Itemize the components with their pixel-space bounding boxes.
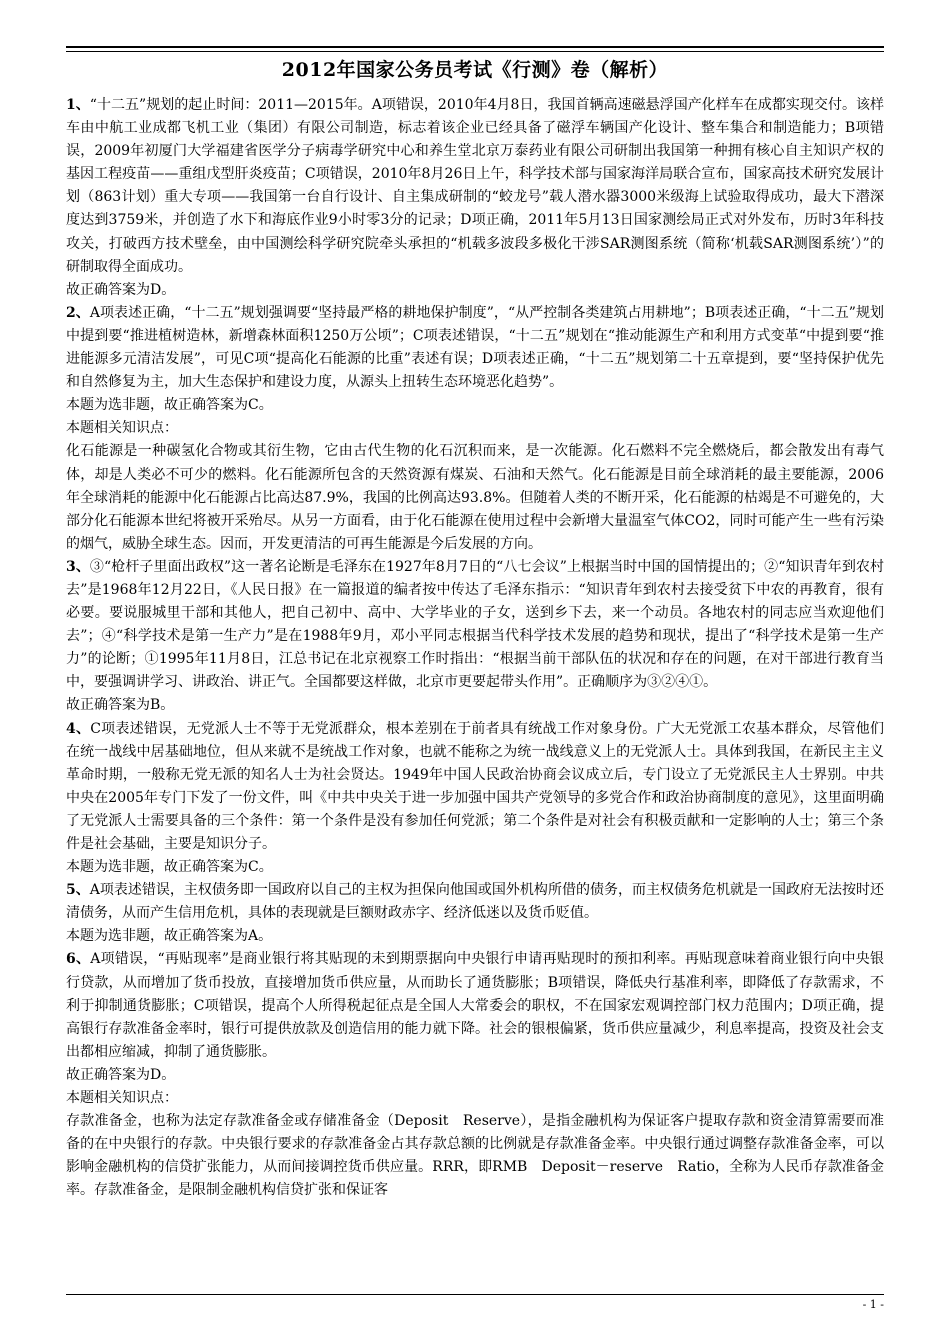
paragraph-text: “十二五”规划的起止时间：2011—2015年。A项错误，2010年4月8日，我国首辆高速磁悬浮国产化样车在成都实现交付。该样车由中航工业成都飞机工业（集团）有限公司制造，标志着该企业已经具备了磁浮车辆国产化设计、整车集合和制造能力；B项错误，2009年初厦门大学福建省医学分子病毒学研究中心和养生堂北京万泰药业有限公司研制出我国第一种拥有核心自主知识产权的基因工程疫苗——重组戊型肝炎疫苗；C项错误，2010年8月26日上午，科学技术部与国家海洋局联合宣布，国家高技术研究发展计划（863计划）重大专项——我国第一台自行设计、自主集成研制的“蛟龙号”载人潜水器3000米级海上试验取得成功，最大下潜深度达到3759米，并创造了水下和海底作业9小时零3分的记录；D项正确，2011年5月13日国家测绘局正式对外发布，历时3年科技攻关，打破西方技术壁垒，由中国测绘科学研究院牵头承担的“机载多波段多极化干涉SAR测图系统（简称‘机载SAR测图系统’）”的研制取得全面成功。 — [66, 97, 885, 275]
page-number: - 1 - — [862, 1298, 884, 1311]
answer-line: 故正确答案为B。 — [66, 697, 175, 714]
document-title: 2012年国家公务员考试《行测》卷（解析） — [281, 59, 669, 81]
question-number: 4、 — [66, 720, 91, 737]
knowledge-heading: 本题相关知识点： — [66, 1090, 178, 1107]
knowledge-text: 存款准备金，也称为法定存款准备金或存储准备金（Deposit Reserve），是指金融机构为保证客户提取存款和资金清算需要而准备的在中央银行的存款。中央银行要求的存款准备金占其存款总额的比例就是存款准备金率。中央银行通过调整存款准备金率，可以影响金融机构的信贷扩张能力，从而间接调控货币供应量。RRR，即RMB Deposit－reserve Ratio，全称为人民币存款准备金率。存款准备金，是限制金融机构信贷扩张和保证客 — [66, 1113, 884, 1199]
paragraph-text: A项表述错误，主权债务即一国政府以自己的主权为担保向他国或国外机构所借的债务，而主权债务危机就是一国政府无法按时还清债务，从而产生信用危机，具体的表现就是巨额财政赤字、经济低迷以及货币贬值。 — [66, 882, 884, 922]
document-body — [66, 94, 884, 1203]
answer-line: 本题为选非题，故正确答案为C。 — [66, 397, 273, 414]
answer-line: 故正确答案为D。 — [66, 1066, 176, 1083]
question-1-text — [66, 94, 884, 279]
header-rule-thin — [66, 51, 884, 52]
answer-line: 故正确答案为D。 — [66, 281, 176, 298]
question-2-text — [66, 302, 884, 394]
question-number: 2、 — [66, 304, 90, 321]
question-number: 5、 — [66, 882, 90, 899]
question-4-text — [66, 718, 884, 857]
question-number: 1、 — [66, 97, 90, 113]
paragraph-text: C项表述错误，无党派人士不等于无党派群众，根本差别在于前者具有统战工作对象身份。广大无党派工农基本群众，尽管他们在统一战线中居基础地位，但从来就不是统战工作对象，也就不能称之为统一战线意义上的无党派人士。具体到我国，在新民主主义革命时期，一般称无党无派的知名人士为社会贤达。1949年中国人民政治协商会议成立后，专门设立了无党派民主人士界别。中共中央在2005年专门下发了一份文件，叫《中共中央关于进一步加强中国共产党领导的多党合作和政治协商制度的意见》，这里面明确了无党派人士需要具备的三个条件：第一个条件是没有参加任何党派；第二个条件是对社会有积极贡献和一定影响的人士；第三个条件是社会基础，主要是知识分子。 — [66, 720, 884, 852]
paragraph-text: ③“枪杆子里面出政权”这一著名论断是毛泽东在1927年8月7日的“八七会议”上根据当时中国的国情提出的；②“知识青年到农村去”是1968年12月22日，《人民日报》在一篇报道的编者按中传达了毛泽东指示：“知识青年到农村去接受贫下中农的再教育，很有必要。要说服城里干部和其他人，把自己初中、高中、大学毕业的子女，送到乡下去，来一个动员。各地农村的同志应当欢迎他们去”；④“科学技术是第一生产力”是在1988年9月，邓小平同志根据当代科学技术发展的趋势和现状，提出了“科学技术是第一生产力”的论断；①1995年11月8日，江总书记在北京视察工作时指出：“根据当前干部队伍的状况和存在的问题，在对干部进行教育当中，要强调讲学习、讲政治、讲正气。全国都要这样做，北京市更要起带头作用”。正确顺序为③②④①。 — [66, 558, 884, 691]
answer-line: 本题为选非题，故正确答案为C。 — [66, 859, 273, 876]
question-5-text — [66, 879, 884, 925]
question-number: 3、 — [66, 558, 90, 575]
question-3-text — [66, 556, 884, 695]
paragraph-text: A项表述正确，“十二五”规划强调要“坚持最严格的耕地保护制度”，“从严控制各类建筑占用耕地”；B项表述正确，“十二五”规划中提到要“推进植树造林，新增森林面积1250万公顷”；C项表述错误，“十二五”规划在“推动能源生产和利用方式变革“中提到要“推进能源多元清洁发展”，可见C项“提高化石能源的比重”表述有误；D项表述正确，“十二五”规划第二十五章提到，要“坚持保护优先和自然修复为主，加大生态保护和建设力度，从源头上扭转生态环境恶化趋势”。 — [66, 304, 884, 391]
question-number: 6、 — [66, 951, 91, 968]
paragraph-text: A项错误，“再贴现率”是商业银行将其贴现的未到期票据向中央银行申请再贴现时的预扣利率。再贴现意味着商业银行向中央银行贷款，从而增加了货币投放，直接增加货币供应量，从而助长了通货膨胀；B项错误，降低央行基准利率，即降低了存款需求，不利于抑制通货膨胀；C项错误，提高个人所得税起征点是全国人大常委会的职权，不在国家宏观调控部门权力范围内；D项正确，提高银行存款准备金率时，银行可提供放款及创造信用的能力就下降。社会的银根偏紧，货币供应量减少，利息率提高，投资及社会支出都相应缩减，抑制了通货膨胀。 — [66, 951, 884, 1060]
knowledge-text: 化石能源是一种碳氢化合物或其衍生物，它由古代生物的化石沉积而来，是一次能源。化石燃料不完全燃烧后，都会散发出有毒气体，却是人类必不可少的燃料。化石能源所包含的天然资源有煤炭、石油和天然气。化石能源是目前全球消耗的最主要能源，2006年全球消耗的能源中化石能源占比高达87.9%，我国的比例高达93.8%。但随着人类的不断开采，化石能源的枯竭是不可避免的，大部分化石能源本世纪将被开采殆尽。从另一方面看，由于化石能源在使用过程中会新增大量温室气体CO2，同时可能产生一些有污染的烟气，威胁全球生态。因而，开发更清洁的可再生能源是今后发展的方向。 — [66, 443, 884, 552]
footer-rule — [66, 1294, 884, 1295]
question-6-text — [66, 948, 884, 1063]
knowledge-heading: 本题相关知识点： — [66, 420, 178, 437]
answer-line: 本题为选非题，故正确答案为A。 — [66, 928, 273, 945]
header-rule — [66, 46, 884, 48]
